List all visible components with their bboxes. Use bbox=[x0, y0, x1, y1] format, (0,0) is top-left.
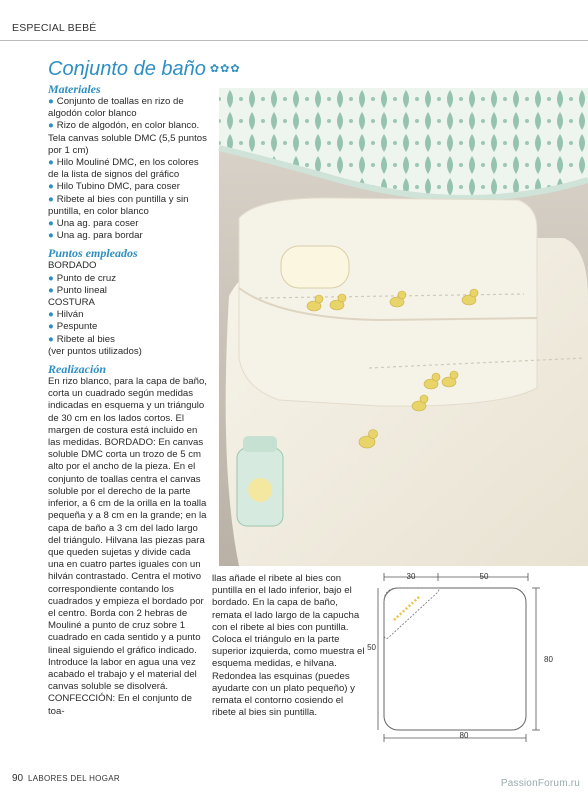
bullet-icon: ● bbox=[48, 193, 54, 205]
dim-top-b: 50 bbox=[479, 572, 489, 581]
publication-name: LABORES DEL HOGAR bbox=[28, 774, 120, 783]
realizacion-text-col1: En rizo blanco, para la capa de baño, corta un cuadrado según medidas indicadas en esquema y un triángulo de 30 cm en los lados cortos. El margen de costura está incluido en las medidas. BORDADO: En canvas soluble DMC corta un trozo de 5 cm alto por el ancho de la pieza. En el conjunto de toallas centra el canvas soluble por el derecho de la parte inferior, a 6 cm de la orilla en la toalla pequeña y a 8 cm en la grande; en la capa de baño a 3 cm del lado largo del triángulo. Hilvana las piezas para que queden sujetas y divide cada una en cuatro partes iguales con un hilván contrastado. Centra el motivo correspondiente contando los cuadrados y empieza el bordado por el centro. Borda con 2 hebras de Mouliné a punto de cruz sobre 1 cuadrado en cada sentido y a punto lineal siguiendo el gráfico indicado. Introduce la labor en agua una vez acabado el trabajo y el material del canvas soluble se disolverá. CONFECCIÓN: En el conjunto de toa- bbox=[48, 376, 207, 717]
bullet-icon: ● bbox=[48, 157, 54, 169]
list-item: ● Ribete al bies bbox=[48, 333, 115, 345]
bordado-label: BORDADO bbox=[48, 260, 97, 272]
dim-top-a: 30 bbox=[406, 572, 416, 581]
pattern-diagram bbox=[367, 568, 588, 748]
bullet-icon: ● bbox=[48, 230, 54, 242]
list-item: ● Hilván bbox=[48, 309, 84, 321]
left-column bbox=[48, 82, 208, 718]
bullet-icon: ● bbox=[48, 321, 54, 333]
bullet-icon: ● bbox=[48, 181, 54, 193]
puntos-note: (ver puntos utilizados) bbox=[48, 345, 142, 357]
bullet-icon: ● bbox=[48, 272, 54, 284]
dim-left: 50 bbox=[367, 643, 376, 652]
flower-icons: ✿✿✿ bbox=[209, 63, 241, 75]
list-item: ● Hilo Tubino DMC, para coser bbox=[48, 181, 180, 193]
dim-bottom: 80 bbox=[459, 731, 469, 740]
bullet-icon: ● bbox=[48, 96, 54, 107]
header-rule bbox=[0, 40, 588, 41]
watermark: PassionForum.ru bbox=[500, 778, 580, 789]
towel-illustration bbox=[219, 88, 588, 566]
list-item: ● Hilo Mouliné DMC, en los colores de la lista de signos del gráfico bbox=[48, 157, 199, 181]
page-number: 90 bbox=[12, 773, 24, 784]
list-item: ● Una ag. para coser bbox=[48, 218, 139, 230]
list-item: ● Conjunto de toallas en rizo de algodón color blanco bbox=[48, 96, 184, 120]
bullet-icon: ● bbox=[48, 284, 54, 296]
realizacion-heading: Realización bbox=[48, 362, 107, 377]
list-item: ● Ribete al bies con puntilla y sin puntilla, en color blanco bbox=[48, 193, 189, 217]
costura-label: COSTURA bbox=[48, 297, 95, 309]
list-item: ● Punto de cruz bbox=[48, 272, 116, 284]
list-item: ● Punto lineal bbox=[48, 284, 107, 296]
bullet-icon: ● bbox=[48, 333, 54, 345]
right-text-column bbox=[212, 573, 368, 719]
list-item: ● Pespunte bbox=[48, 321, 98, 333]
page-header bbox=[0, 0, 588, 44]
list-item: ● Una ag. para bordar bbox=[48, 230, 143, 242]
puntos-heading: Puntos empleados bbox=[48, 246, 138, 261]
bullet-icon: ● bbox=[48, 309, 54, 321]
realizacion-text-col2: llas añade el ribete al bies con puntilla en el lado inferior, bajo el bordado. En la capa de baño, remata el lado largo de la capucha con el ribete al bies con puntilla. Coloca el triángulo en la parte superior izquierda, como muestra el esquema medidas, e hilvana. Redondea las esquinas (puedes ayudarte con un plato pequeño) y remata el contorno cosiendo el ribete al bies sin puntilla. bbox=[212, 573, 365, 719]
dim-right: 80 bbox=[544, 655, 553, 664]
materiales-heading: Materiales bbox=[48, 82, 101, 96]
diagram-drawing bbox=[367, 568, 588, 748]
bullet-icon: ● bbox=[48, 218, 54, 230]
article-title-text: Conjunto de baño bbox=[48, 58, 206, 80]
towel-photo bbox=[219, 88, 588, 566]
article-title bbox=[48, 58, 241, 81]
list-item: ● Rizo de algodón, en color blanco. Tela canvas soluble DMC (5,5 puntos por 1 cm) bbox=[48, 120, 207, 156]
bullet-icon: ● bbox=[48, 120, 54, 132]
section-label: ESPECIAL BEBÉ bbox=[12, 22, 97, 34]
